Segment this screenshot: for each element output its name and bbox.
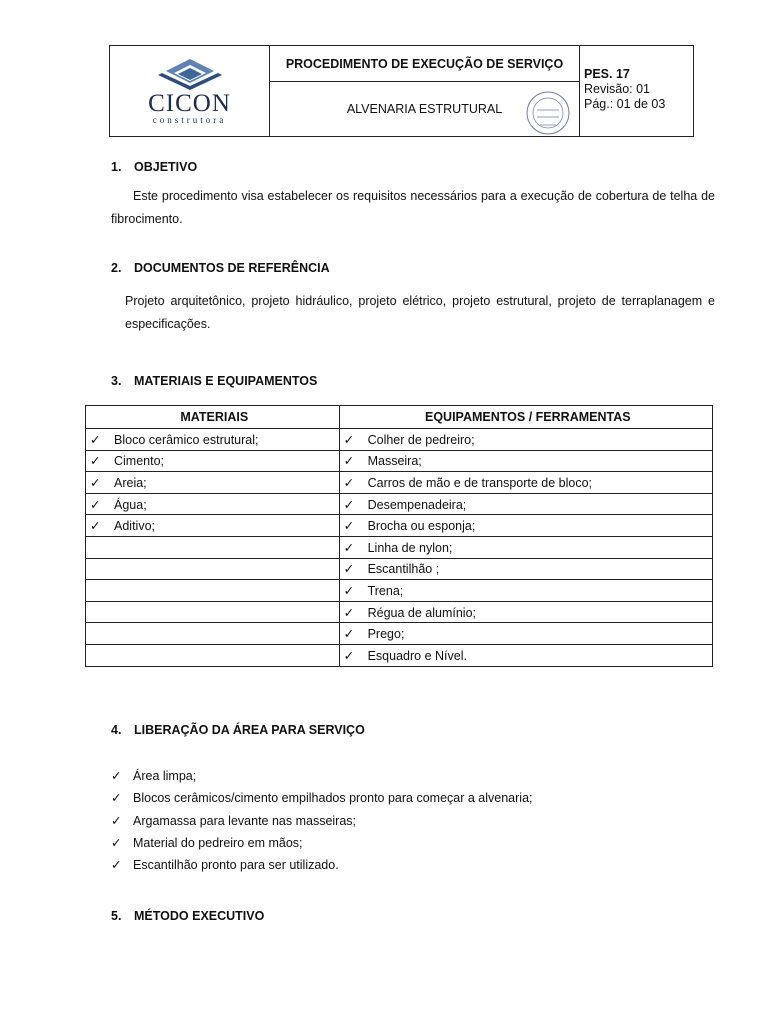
check-icon: ✓ <box>111 791 122 806</box>
section-1-number: 1. <box>111 160 122 174</box>
table-header-row <box>86 406 713 429</box>
section-3-title: MATERIAIS E EQUIPAMENTOS <box>134 374 318 388</box>
material-cell <box>86 493 340 515</box>
section-4-number: 4. <box>111 723 122 737</box>
check-icon: ✓ <box>343 432 355 447</box>
equipment-name: Masseira; <box>367 454 422 469</box>
check-icon: ✓ <box>111 835 122 850</box>
equipment-name: Trena; <box>367 583 404 598</box>
table-row <box>86 558 713 580</box>
cicon-logo-icon <box>152 57 228 91</box>
check-icon: ✓ <box>111 769 122 783</box>
equipment-name: Régua de alumínio; <box>367 605 476 620</box>
logo-wordmark: CICON <box>148 90 231 117</box>
check-icon: ✓ <box>111 813 122 828</box>
material-cell <box>86 429 340 451</box>
document-meta <box>580 46 693 136</box>
material-cell <box>86 623 340 645</box>
table-row <box>86 536 713 558</box>
list-item-text: Escantilhão pronto para ser utilizado. <box>133 858 339 873</box>
check-icon: ✓ <box>343 497 355 512</box>
check-icon: ✓ <box>343 648 355 663</box>
check-icon: ✓ <box>111 858 122 873</box>
check-icon: ✓ <box>90 475 101 490</box>
check-icon: ✓ <box>90 497 101 512</box>
header-title-block <box>270 46 580 136</box>
table-row <box>86 472 713 494</box>
section-1-heading <box>111 160 197 174</box>
document-subtitle: ALVENARIA ESTRUTURAL <box>346 102 503 116</box>
check-icon: ✓ <box>343 562 355 577</box>
section-3-number: 3. <box>111 374 122 388</box>
material-cell <box>86 472 340 494</box>
document-header <box>109 45 694 137</box>
check-icon: ✓ <box>343 454 355 469</box>
equipment-cell <box>339 558 712 580</box>
table-row <box>86 580 713 602</box>
material-name: Bloco cerâmico estrutural; <box>114 432 259 447</box>
equipment-name: Escantilhão ; <box>367 562 440 577</box>
document-revision: Revisão: 01 <box>584 82 651 96</box>
material-name: Aditivo; <box>114 519 155 534</box>
section-1-text: Este procedimento visa estabelecer os requisitos necessários para a execução de cobertura de telha de fibrocimento. <box>111 189 715 226</box>
list-item <box>111 854 533 876</box>
approval-stamp-icon <box>525 90 571 136</box>
material-cell <box>86 450 340 472</box>
section-5-heading <box>111 909 264 923</box>
section-2-text: Projeto arquitetônico, projeto hidráulico, projeto elétrico, projeto estrutural, projeto de terraplanagem e especificações. <box>125 294 715 331</box>
equipment-cell <box>339 429 712 451</box>
check-icon: ✓ <box>343 475 355 490</box>
list-item <box>111 810 533 832</box>
equipment-cell <box>339 580 712 602</box>
check-icon: ✓ <box>343 583 355 598</box>
table-row <box>86 429 713 451</box>
equipment-cell <box>339 536 712 558</box>
table-row <box>86 601 713 623</box>
list-item-text: Blocos cerâmicos/cimento empilhados pronto para começar a alvenaria; <box>133 791 533 806</box>
material-name: Água; <box>114 497 147 512</box>
col-header-equipamentos: EQUIPAMENTOS / FERRAMENTAS <box>339 406 712 429</box>
material-cell <box>86 536 340 558</box>
check-icon: ✓ <box>90 519 101 534</box>
list-item <box>111 832 533 854</box>
company-logo <box>110 46 270 136</box>
equipment-cell <box>339 644 712 666</box>
material-name: Areia; <box>114 475 147 490</box>
material-cell <box>86 515 340 537</box>
equipment-name: Prego; <box>367 627 405 642</box>
section-2-number: 2. <box>111 261 122 275</box>
section-3-heading <box>111 374 317 388</box>
materials-table <box>85 405 713 667</box>
check-icon: ✓ <box>343 540 355 555</box>
section-5-number: 5. <box>111 909 122 923</box>
section-2-heading <box>111 261 330 275</box>
check-icon: ✓ <box>343 519 355 534</box>
equipment-name: Esquadro e Nível. <box>367 648 467 663</box>
equipment-cell <box>339 493 712 515</box>
table-row <box>86 450 713 472</box>
material-name: Cimento; <box>114 454 165 469</box>
table-row <box>86 515 713 537</box>
logo-subtext: construtora <box>152 115 227 125</box>
list-item-text: Área limpa; <box>133 769 197 783</box>
col-header-materiais: MATERIAIS <box>86 406 340 429</box>
equipment-cell <box>339 623 712 645</box>
check-icon: ✓ <box>90 432 101 447</box>
equipment-cell <box>339 601 712 623</box>
section-2-title: DOCUMENTOS DE REFERÊNCIA <box>134 261 330 275</box>
list-item-text: Argamassa para levante nas masseiras; <box>133 813 357 828</box>
section-1-title: OBJETIVO <box>134 160 198 174</box>
check-icon: ✓ <box>343 605 355 620</box>
material-cell <box>86 558 340 580</box>
check-icon: ✓ <box>343 627 355 642</box>
equipment-name: Brocha ou esponja; <box>367 519 476 534</box>
check-icon: ✓ <box>90 454 101 469</box>
equipment-name: Carros de mão e de transporte de bloco; <box>367 475 593 490</box>
list-item-text: Material do pedreiro em mãos; <box>133 835 303 850</box>
equipment-cell <box>339 515 712 537</box>
section-5-title: MÉTODO EXECUTIVO <box>134 909 265 923</box>
table-row <box>86 493 713 515</box>
area-release-list <box>111 765 533 876</box>
section-4-title: LIBERAÇÃO DA ÁREA PARA SERVIÇO <box>134 723 365 737</box>
material-cell <box>86 580 340 602</box>
document-title: PROCEDIMENTO DE EXECUÇÃO DE SERVIÇO <box>270 46 579 82</box>
section-4-heading <box>111 723 365 737</box>
table-row <box>86 623 713 645</box>
table-row <box>86 644 713 666</box>
document-code: PES. 17 <box>584 67 630 81</box>
list-item <box>111 787 533 809</box>
document-page: Pág.: 01 de 03 <box>584 97 666 111</box>
list-item <box>111 765 533 787</box>
equipment-name: Colher de pedreiro; <box>367 432 475 447</box>
equipment-cell <box>339 450 712 472</box>
equipment-name: Linha de nylon; <box>367 540 453 555</box>
material-cell <box>86 601 340 623</box>
material-cell <box>86 644 340 666</box>
equipment-cell <box>339 472 712 494</box>
equipment-name: Desempenadeira; <box>367 497 467 512</box>
